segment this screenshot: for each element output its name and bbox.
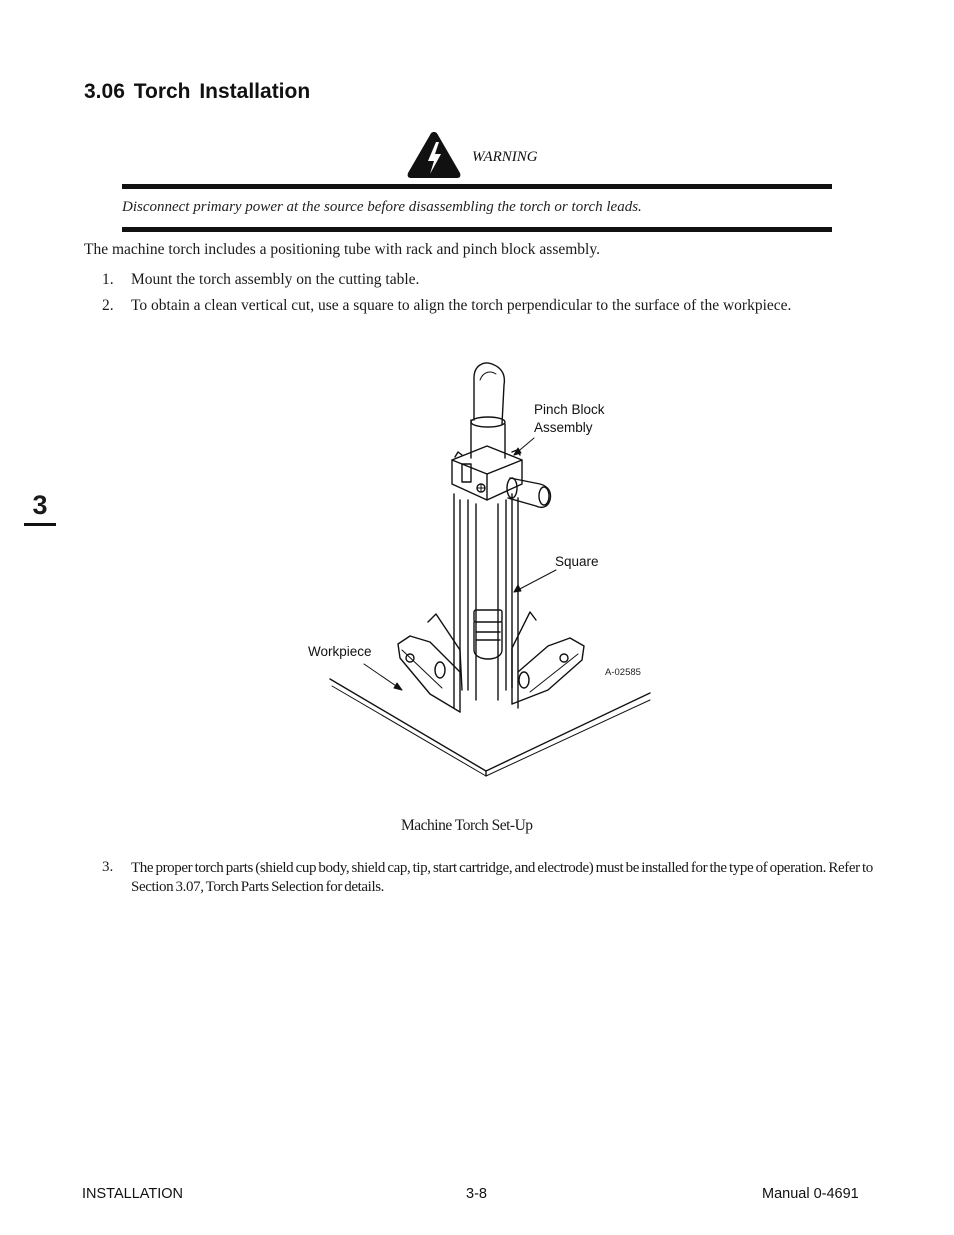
- section-title: [84, 80, 310, 104]
- figure-caption: Machine Torch Set-Up: [401, 817, 533, 834]
- label-pinch-block-line1: Pinch Block: [534, 402, 605, 417]
- torch-hose: [471, 363, 505, 458]
- figure-id: A-02585: [605, 667, 641, 678]
- intro-paragraph: The machine torch includes a positioning tube with rack and pinch block assembly.: [84, 241, 600, 258]
- footer-section: INSTALLATION: [82, 1186, 183, 1202]
- step-1-number: 1.: [102, 271, 114, 288]
- pinch-block: [452, 446, 551, 507]
- step-1-text: Mount the torch assembly on the cutting table.: [131, 271, 420, 288]
- step-3-number: 3.: [102, 859, 114, 875]
- section-number: 3.06: [84, 80, 125, 103]
- square-right: [512, 494, 584, 708]
- positioning-tube: [468, 500, 506, 700]
- square-left: [398, 494, 462, 712]
- workpiece-plate: [330, 679, 650, 776]
- footer-manual-number: Manual 0-4691: [762, 1186, 859, 1202]
- electrical-hazard-icon: [406, 130, 462, 180]
- chapter-tab: 3: [24, 490, 56, 526]
- torch-setup-figure: [300, 355, 660, 780]
- footer-page-number: 3-8: [466, 1186, 487, 1202]
- label-workpiece: Workpiece: [308, 644, 372, 659]
- warning-rule-top: [122, 184, 832, 189]
- warning-label: WARNING: [472, 149, 538, 165]
- warning-rule-bottom: [122, 227, 832, 232]
- step-2-number: 2.: [102, 297, 114, 314]
- label-square: Square: [555, 554, 599, 569]
- step-2-text: To obtain a clean vertical cut, use a square to align the torch perpendicular to the surface of the workpiece.: [131, 297, 792, 314]
- label-pinch-block-line2: Assembly: [534, 420, 593, 435]
- step-3-text: The proper torch parts (shield cup body, shield cap, tip, start cartridge, and electrode) must be installed for the type of operation. Refer to Section 3.07, Torch Parts Selection for details.: [131, 860, 873, 895]
- warning-text: Disconnect primary power at the source before disassembling the torch or torch leads.: [122, 199, 642, 215]
- section-heading-text: Torch Installation: [133, 80, 311, 103]
